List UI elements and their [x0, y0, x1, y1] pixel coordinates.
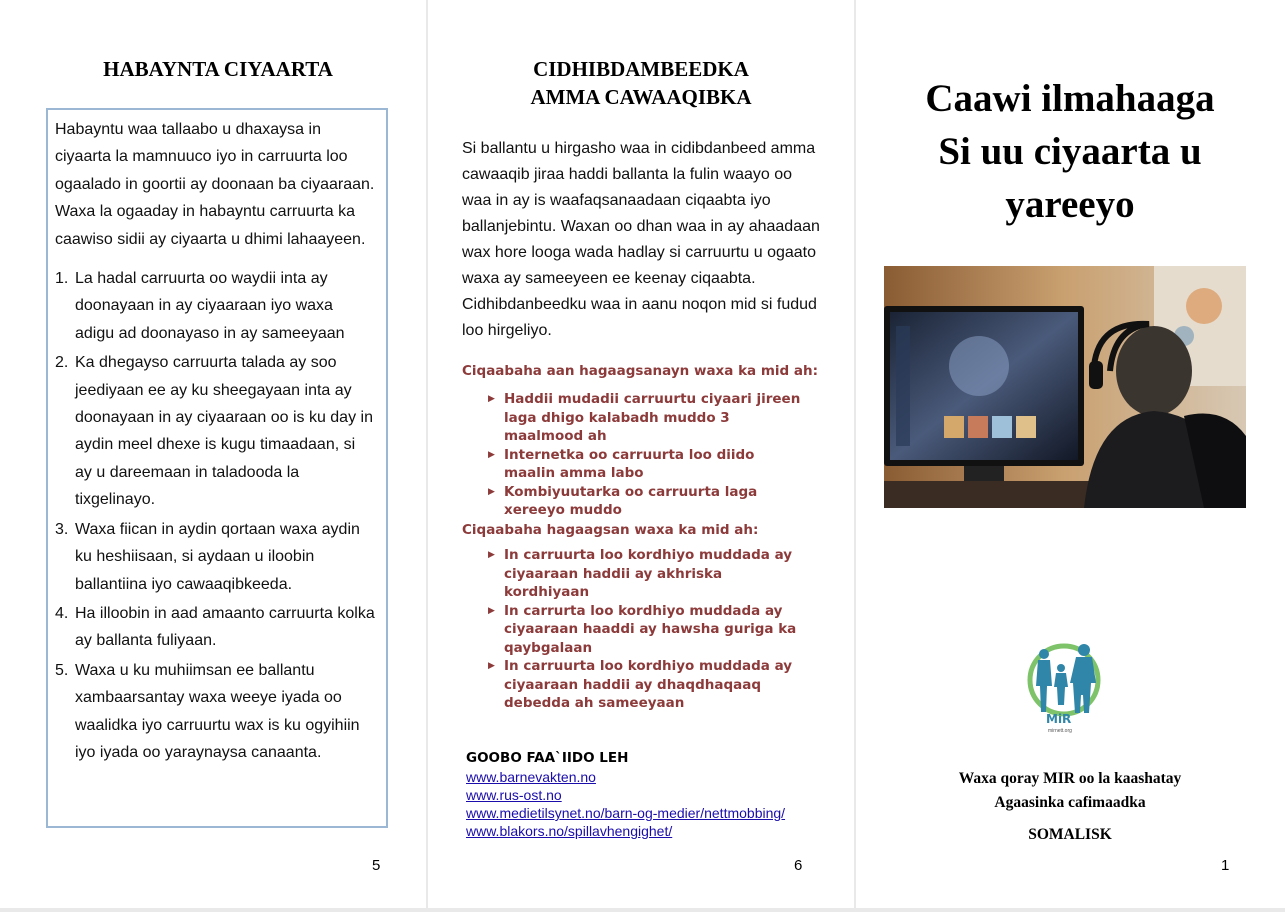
panel-page-6	[428, 0, 854, 908]
cover-title-line: yareeyo	[1005, 183, 1135, 226]
resource-link[interactable]: www.blakors.no/spillavhengighet/	[466, 823, 673, 839]
arrow-bullet-icon: ▶	[488, 449, 495, 460]
list-number: 2.	[55, 354, 69, 372]
panel-cover-page	[856, 0, 1285, 908]
section-title-bad: Ciqaabaha aan hagaagsanayn waxa ka mid ah:	[462, 363, 819, 379]
list-item-text: Internetka oo carruurta loo diido maalin amma labo	[504, 446, 755, 481]
arrow-bullet-icon: ▶	[488, 550, 495, 560]
page-number: 1	[1221, 857, 1230, 874]
page-number: 5	[372, 857, 381, 874]
list-item	[55, 657, 376, 767]
list-number: 5.	[55, 661, 69, 679]
list-item	[488, 602, 808, 658]
consequence-intro: Si ballantu u hirgasho waa in cidibdanbeed amma cawaaqib jiraa haddi ballanta la fulin waayo oo waa in ay is waafaqsanaadaan ciqaabta iyo ballanjebintu. Waxan oo dhan waa in ay ahaadaan wax hore looga wada hadlay si carruurtu u ogaato waxa ay sameeyeen ee keenay ciqaabta. Cidhibdanbeedku waa in aanu noqon mid si fudud loo hirgeliyo.	[462, 140, 820, 339]
cover-title	[880, 72, 1260, 231]
arrow-bullet-icon: ▶	[488, 394, 495, 404]
list-item	[488, 546, 808, 602]
list-item-text: Ha illoobin in aad amaanto carruurta kolka ay ballanta fuliyaan.	[75, 604, 375, 650]
panel-title: HABAYNTA CIYAARTA	[103, 57, 333, 81]
list-item	[488, 390, 808, 446]
cover-title-line: Caawi ilmahaaga	[925, 77, 1215, 120]
language-label: SOMALISK	[1028, 826, 1112, 843]
list-item-text: In carruurta loo kordhiyo muddada ay ciyaaraan haddii ay dhaqdhaqaaq debedda ah sameeyaan	[504, 658, 793, 711]
resource-link[interactable]: www.rus-ost.no	[466, 787, 562, 803]
panel-title-line: AMMA CAWAAQIBKA	[530, 85, 752, 109]
list-item-text: Waxa u ku muhiimsan ee ballantu xambaarsantay waxa weeye iyada oo waalidka iyo carruurtu wax is ku ogyihiin iyo iyada oo yaraynaysa canaanta.	[75, 661, 360, 761]
panel-title-line: CIDHIBDAMBEEDKA	[533, 57, 749, 81]
good-consequence-list	[488, 546, 808, 713]
bad-consequence-list	[488, 390, 808, 520]
credit-line: Agaasinka cafimaadka	[994, 794, 1146, 811]
panel-title	[428, 55, 854, 111]
list-item-text: In carruurta loo kordhiyo muddada ay ciyaaraan haddii ay akhriska kordhiyaan	[504, 547, 793, 600]
panel-page-5	[0, 0, 426, 908]
planning-box	[46, 108, 388, 828]
list-item-text: Kombiyuutarka oo carruurta laga xereeyo muddo	[504, 483, 758, 518]
list-item	[55, 349, 376, 513]
list-number: 4.	[55, 604, 69, 622]
list-item-text: Ka dhegayso carruurta talada ay soo jeediyaan ee ay ku sheegayaan inta ay doonayaan in ay ciyaaraan oo is ku day in aydin meel dhexe is kugu timaadaan, si ay u dareemaan in taladooda la tixgelinayo.	[75, 354, 373, 509]
credit-line: Waxa qoray MIR oo la kaashatay	[958, 770, 1182, 787]
resource-link[interactable]: www.barnevakten.no	[466, 769, 596, 785]
arrow-bullet-icon: ▶	[488, 486, 495, 497]
resources-title: GOOBO FAA`IIDO LEH	[466, 750, 629, 766]
list-item-text: In carrurta loo kordhiyo muddada ay ciyaaraan haaddi ay hawsha guriga ka qaybgalaan	[504, 602, 797, 656]
resource-links	[466, 769, 785, 841]
section-title-good: Ciqaabaha hagaagsan waxa ka mid ah:	[462, 522, 759, 538]
list-number: 1.	[55, 270, 69, 288]
list-item	[55, 600, 376, 655]
list-item	[55, 516, 376, 598]
mir-logo-icon	[1026, 640, 1106, 740]
list-item-text: Waxa fiican in aydin qortaan waxa aydin ku heshiisaan, si aydaan u iloobin ballantiina iyo cawaaqibkeeda.	[75, 520, 360, 593]
arrow-bullet-icon: ▶	[488, 661, 495, 671]
list-item	[488, 446, 808, 483]
page-number: 6	[794, 857, 803, 874]
list-item-text: La hadal carruurta oo waydii inta ay doonayaan in ay ciyaaraan iyo waxa adigu ad doonayaso in ay sameeyaan	[75, 270, 345, 342]
list-number: 3.	[55, 520, 69, 538]
cover-title-line: Si uu ciyaarta u	[938, 130, 1202, 173]
gamer-photo	[884, 266, 1246, 508]
resource-link[interactable]: www.medietilsynet.no/barn-og-medier/nettmobbing/	[466, 805, 786, 821]
list-item	[55, 265, 376, 347]
list-item	[488, 657, 808, 713]
logo-text: MiR	[1046, 712, 1072, 726]
list-item-text: Haddii mudadii carruurtu ciyaari jireen laga dhigo kalabadh muddo 3 maalmood ah	[504, 391, 801, 444]
planning-steps-list	[55, 265, 376, 766]
planning-intro: Habayntu waa tallaabo u dhaxaysa in ciyaarta la mamnuuco iyo in carruurta loo ogaalado in goortii ay doonaan ba ciyaaraan. Waxa la ogaaday in habayntu carruurta ka caawiso sidii ay ciyaarta u dhimi lahaayeen.	[55, 121, 375, 248]
arrow-bullet-icon: ▶	[488, 605, 495, 616]
list-item	[488, 483, 808, 520]
logo-url: mirnett.org	[1048, 728, 1072, 734]
